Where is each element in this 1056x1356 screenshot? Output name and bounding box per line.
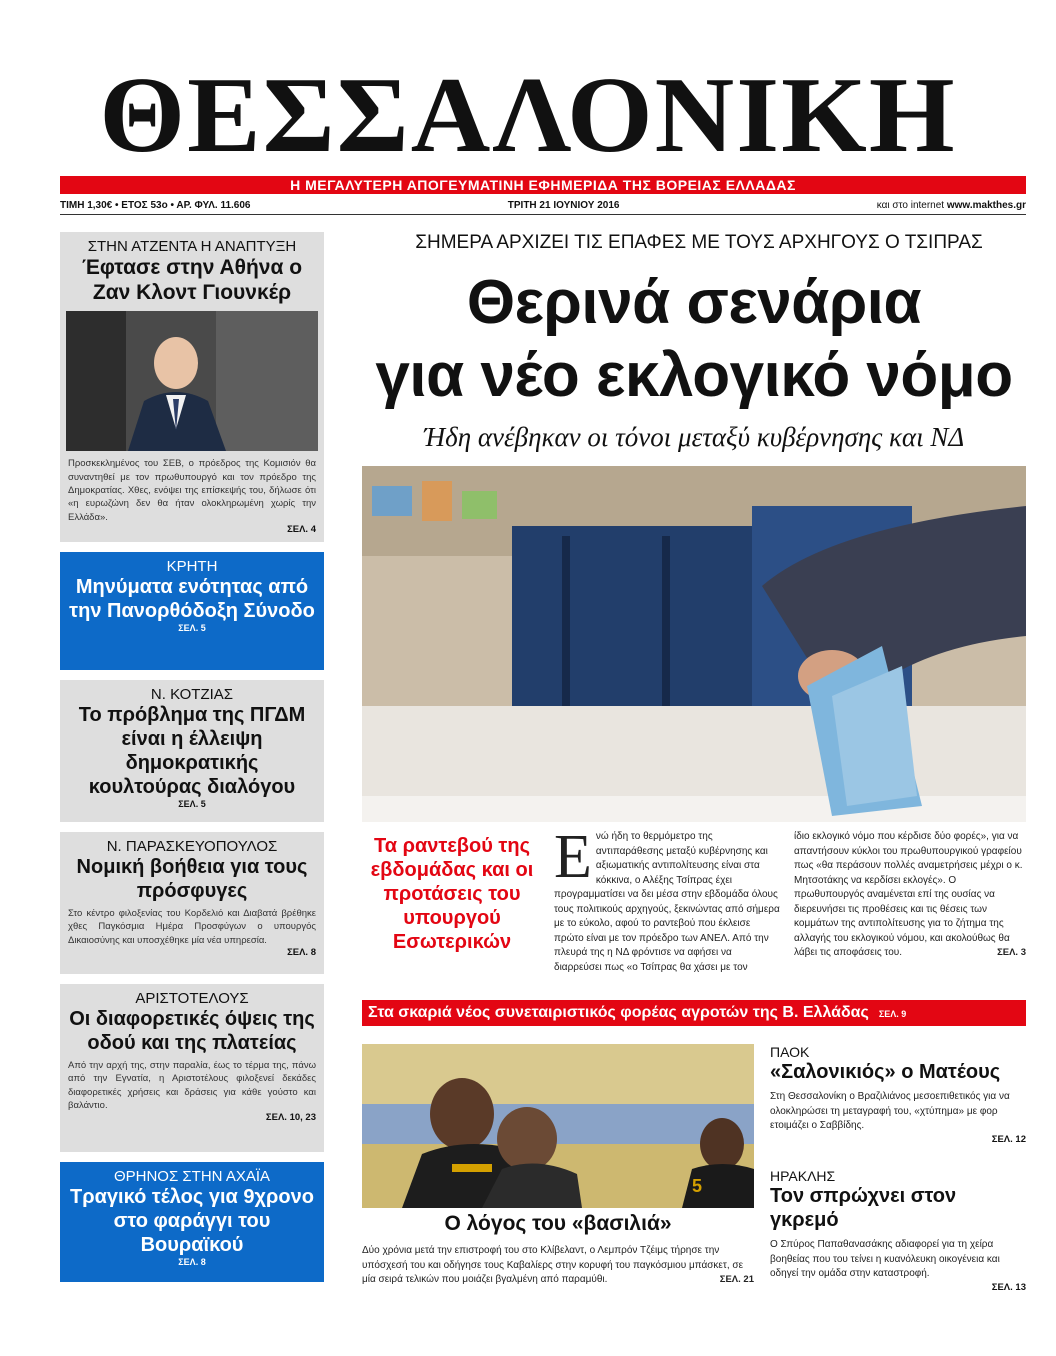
sidebar-story-aristotelous[interactable] [60,984,324,1152]
divider [60,214,1026,215]
story-headline: Νομική βοήθεια για τους πρόσφυγες [76,856,308,902]
lebron-photo [362,1044,754,1208]
lead-article-col2 [794,830,1026,961]
story-kicker: ΑΡΙΣΤΟΤΕΛΟΥΣ [135,990,249,1007]
story-kicker: ΘΡΗΝΟΣ ΣΤΗΝ ΑΧΑΪΑ [113,1168,271,1185]
story-kicker: Ν. ΚΟΤΖΙΑΣ [150,686,234,703]
lead-headline-line1: Θερινά σενάρια [466,268,922,337]
story-headline: Έφτασε στην Αθήνα ο Ζαν Κλοντ Γιουνκέρ [81,256,303,305]
farmers-strip[interactable] [362,1000,1026,1026]
ballot-photo [362,466,1026,822]
story-page: ΣΕΛ. 13 [991,1281,1026,1293]
sport-page: ΣΕΛ. 21 [719,1274,754,1285]
article-text: ίδιο εκλογικό νόμο που κέρδισε δύο φορές», για να απαντήσουν κύκλοι του πρωθυπουργικού γραφείου πως «θα περάσουν πολλές αναμετρήσεις μέχρι ο κ. Μητσοτάκης να κερδίσει εκλογές». Ο πρωθυπουργός αναμένεται επί της ουσίας να διερευνήσει τις προθέσεις και τις θέσεις των κομμάτων της αντιπολίτευσης για το ζήτημα της αλλαγής του εκλογικού νόμου, και ακολούθως θα λάβει τις αποφάσεις του. [794,831,1023,958]
sidebar-story-achaia[interactable] [60,1162,324,1282]
story-page: ΣΕΛ. 5 [178,799,206,809]
story-page: ΣΕΛ. 5 [178,623,206,633]
lead-deck: Ήδη ανέβηκαν οι τόνοι μεταξύ κυβέρνησης και ΝΔ [423,422,965,452]
story-headline: Οι διαφορετικές όψεις της οδού και της πλατείας [69,1008,315,1054]
story-page: ΣΕΛ. 8 [287,946,316,958]
dropcap: Ε [554,823,592,891]
story-headline: Μηνύματα ενότητας από την Πανορθόδοξη Σύνοδο [69,576,315,622]
story-body: Ο Σπύρος Παπαθανασάκης αδιαφορεί για τη χείρα βοηθείας που του τείνει η κυανόλευκη οικογένεια και οδηγεί την ομάδα στην καταστροφή. [770,1239,1000,1279]
story-headline: Τραγικό τέλος για 9χρονο στο φαράγγι του Βουραϊκού [70,1186,314,1256]
sport-text: Δύο χρόνια μετά την επιστροφή του στο Κλίβελαντ, ο Λεμπρόν Τζέιμς τήρησε την υπόσχεσή του και οδήγησε τους Καβαλίερς στην κορυφή του παγκόσμιου μπάσκετ, σε μία σειρά τελικών που μοιάζει βγαλμένη από παραμύθι. [362,1245,744,1285]
web-link[interactable]: www.makthes.gr [946,199,1026,211]
story-page: ΣΕΛ. 12 [991,1133,1026,1145]
sidebar-story-paraskevopoulos[interactable] [60,832,324,974]
sport-body [362,1244,754,1288]
juncker-photo [66,311,318,451]
sidebar-story-crete[interactable] [60,552,324,670]
article-text: νώ ήδη το θερμόμετρο της αντιπαράθεσης μεταξύ κυβέρνησης και αξιωματικής αντιπολίτευσης είναι στα κόκκινα, ο Αλέξης Τσίπρας έχει προγραμματίσει να δει μέσα στην εβδομάδα όλους τους πολιτικούς αρχηγούς, ξεκινώντας από σήμερα με το εύκολο, αφού το ραντεβού που έκλεισε πρώτο είναι με τον πρόεδρο των ΑΝΕΛ. Από την πλευρά της η ΝΔ φρόντισε να αφήσει να διαρρεύσει πως «ο Τσίπρας θα χάσει με τον [554,831,780,973]
story-headline: Τον σπρώχνει στον γκρεμό [770,1185,957,1231]
story-page: ΣΕΛ. 4 [287,523,316,535]
story-body: Στη Θεσσαλονίκη ο Βραζιλιάνος μεσοεπιθετικός για να ολοκληρώσει τη μεταγραφή του, «χτύπημα» με φορ ετοιμάζει ο Σαββίδης. [770,1091,1010,1131]
sidebar-story-juncker[interactable] [60,232,324,542]
story-kicker: ΠΑΟΚ [770,1044,810,1060]
issue-info [60,198,1026,212]
lead-red-subhead: Τα ραντεβού της εβδομάδας και οι προτάσεις του υπουργού Εσωτερικών [370,835,534,953]
sidebar-story-kotzias[interactable] [60,680,324,822]
masthead-title: ΘΕΣΣΑΛΟΝΙΚΗ [99,56,957,175]
story-body: Στο κέντρο φιλοξενίας του Κορδελιό και Διαβατά βρέθηκε χθες Παγκόσμια Ημέρα Προσφύγων ο υπουργός Δικαιοσύνης και υποσχέθηκε μία νέα υπηρεσία. [68,908,316,946]
story-kicker: Ν. ΠΑΡΑΣΚΕΥΟΠΟΥΛΟΣ [106,838,278,855]
story-iraklis[interactable] [770,1168,1026,1293]
story-headline: Το πρόβλημα της ΠΓΔΜ είναι η έλλειψη δημοκρατικής κουλτούρας διαλόγου [78,704,306,798]
lead-headline-line2: για νέο εκλογικό νόμο [375,341,1013,411]
strip-text: Στα σκαριά νέος συνεταιριστικός φορέας αγροτών της Β. Ελλάδας [368,1004,869,1021]
issue-date: ΤΡΙΤΗ 21 ΙΟΥΝΙΟΥ 2016 [507,199,620,211]
story-kicker: ΗΡΑΚΛΗΣ [770,1168,836,1184]
story-body: Προσκεκλημένος του ΣΕΒ, ο πρόεδρος της Κομισιόν θα συναντηθεί με τον πρωθυπουργό και τον πρόεδρο της Δημοκρατίας. Χθες, ενόψει της επίσκεψής του, δήλωσε ότι «η ευρωζώνη δεν θα ήταν ολοκληρωμένη χωρίς την Ελλάδα». [68,458,316,523]
story-page: ΣΕΛ. 8 [178,1257,206,1267]
lead-headline[interactable] [362,266,1026,412]
sport-headline[interactable]: Ο λόγος του «βασιλιά» [444,1212,672,1235]
story-kicker: ΣΤΗΝ ΑΤΖΕΝΤΑ Η ΑΝΑΠΤΥΞΗ [87,238,297,255]
lead-supra: ΣΗΜΕΡΑ ΑΡΧΙΖΕΙ ΤΙΣ ΕΠΑΦΕΣ ΜΕ ΤΟΥΣ ΑΡΧΗΓΟΥΣ Ο ΤΣΙΠΡΑΣ [415,232,983,253]
jersey-number: 5 [692,1176,703,1196]
lead-page: ΣΕΛ. 3 [997,947,1026,958]
story-kicker: ΚΡΗΤΗ [166,558,218,575]
issue-price: ΤΙΜΗ 1,30€ • ΕΤΟΣ 53ο • ΑΡ. ΦΥΛ. 11.606 [60,199,251,211]
web-prefix: και στο internet [876,199,945,211]
issue-web [877,200,1026,211]
lead-article-col1 [554,823,780,975]
story-headline: «Σαλονικιός» ο Ματέους [770,1061,1001,1083]
strip-page: ΣΕΛ. 9 [878,1009,907,1019]
story-page: ΣΕΛ. 10, 23 [265,1112,316,1124]
masthead-tagline: Η ΜΕΓΑΛΥΤΕΡΗ ΑΠΟΓΕΥΜΑΤΙΝΗ ΕΦΗΜΕΡΙΔΑ ΤΗΣ ΒΟΡΕΙΑΣ ΕΛΛΑΔΑΣ [60,176,1026,194]
story-body: Από την αρχή της, στην παραλία, έως το τέρμα της, πάνω από την Εγνατία, η Αριστοτέλους φιλοξενεί δεκάδες διαφορετικές χρήσεις και δράσεις για κάθε γούστο και βαλάντιο. [68,1060,316,1111]
story-paok[interactable] [770,1044,1026,1145]
